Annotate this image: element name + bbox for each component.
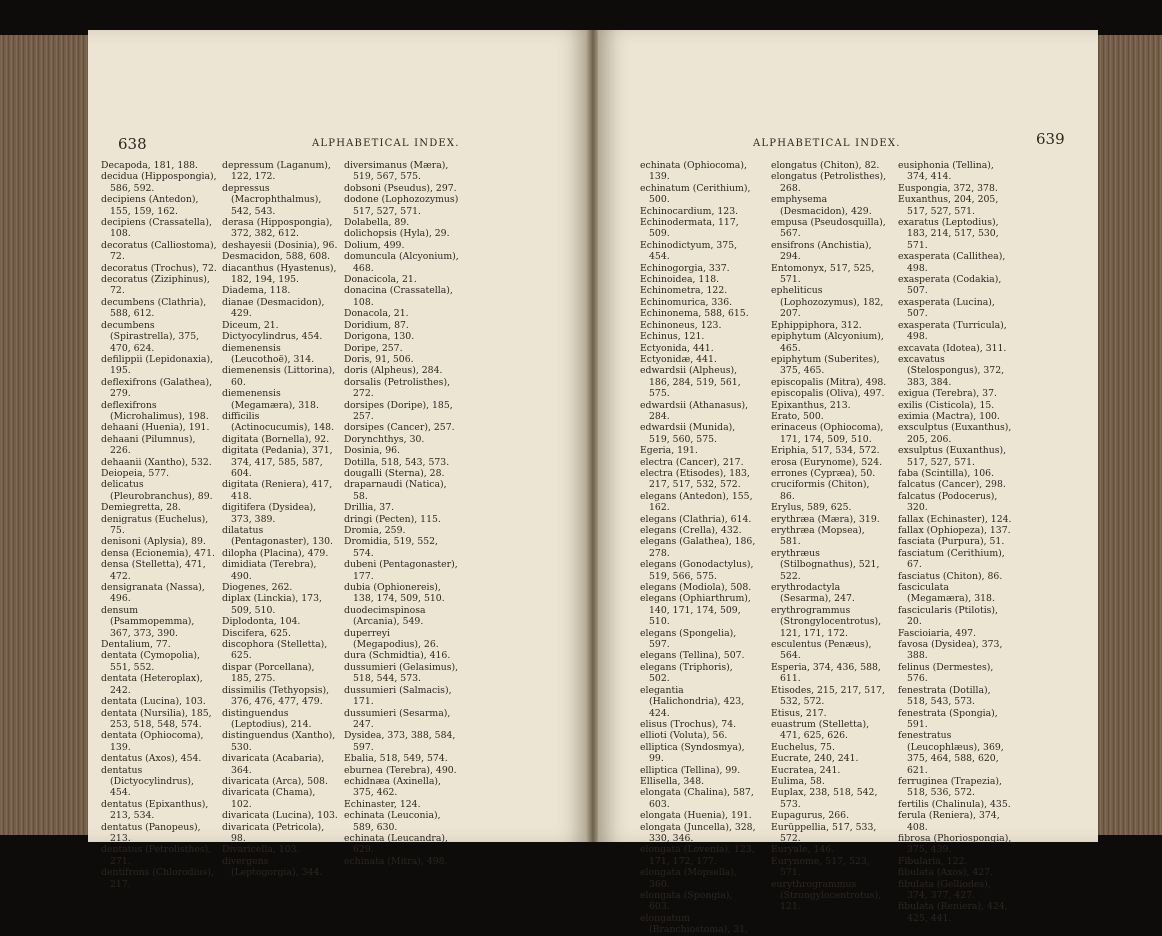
- index-entry: elegans (Ophiarthrum), 140, 171, 174, 509, 510.: [640, 593, 751, 628]
- left-index-column-1: [101, 160, 217, 890]
- index-entry: cruciformis (Chiton), 86.: [771, 479, 870, 502]
- index-entry: edwardsii (Munida), 519, 560, 575.: [640, 422, 736, 445]
- index-entry: Diceum, 21.: [222, 319, 279, 331]
- index-entry: elongata (Spongia), 603.: [640, 890, 733, 913]
- index-entry: Euryale, 146.: [771, 844, 835, 856]
- index-entry: divaricata (Acabaria), 364.: [222, 753, 325, 776]
- index-entry: Echinodermata, 117, 509.: [640, 217, 739, 240]
- index-entry: Euxanthus, 204, 205, 517, 527, 571.: [898, 194, 999, 217]
- index-entry: erythrogrammus (Strongylocentrotus), 121, 171, 172.: [771, 604, 882, 639]
- index-entry: erythræus (Stilbognathus), 521, 522.: [771, 547, 880, 582]
- index-entry: denisoni (Aplysia), 89.: [101, 536, 206, 548]
- index-entry: elongata (Huenia), 191.: [640, 810, 752, 822]
- index-entry: empusa (Pseudosquilla), 567.: [771, 217, 886, 240]
- index-entry: epiphytum (Alcyonium), 465.: [771, 331, 884, 354]
- index-entry: Donacola, 21.: [344, 308, 409, 320]
- index-entry: dispar (Porcellana), 185, 275.: [222, 661, 315, 685]
- index-entry: dorsipes (Doripe), 185, 257.: [344, 399, 453, 422]
- index-entry: Eurüppellia, 517, 533, 572.: [771, 821, 877, 844]
- index-entry: digitata (Bornella), 92.: [222, 433, 330, 445]
- index-entry: Donacicola, 21.: [344, 274, 417, 286]
- index-entry: dentata (Ophiocoma), 139.: [101, 730, 204, 753]
- index-entry: dubeni (Pentagonaster), 177.: [344, 559, 458, 582]
- index-entry: dentatus (Dictyocylindrus), 454.: [101, 764, 194, 799]
- index-entry: elegantia (Halichondria), 423, 424.: [640, 684, 745, 719]
- index-entry: eusiphonia (Tellina), 374, 414.: [898, 160, 994, 183]
- index-entry: Egeria, 191.: [640, 445, 698, 457]
- index-entry: echinata (Ophiocoma), 139.: [640, 160, 747, 183]
- index-entry: erythrodactyla (Sesarma), 247.: [771, 582, 855, 605]
- index-entry: exsculptus (Euxanthus), 205, 206.: [898, 422, 1012, 445]
- index-entry: fasciculata (Megamæra), 318.: [898, 582, 995, 605]
- index-entry: Ephippiphora, 312.: [771, 319, 862, 331]
- index-entry: depressum (Laganum), 122, 172.: [222, 160, 331, 183]
- index-entry: discophora (Stelletta), 625.: [222, 639, 328, 662]
- right-index-column-1: [640, 160, 756, 936]
- index-entry: eurythrogrammus (Strongylocentrotus), 121.: [771, 878, 882, 913]
- index-entry: decipiens (Crassatella), 108.: [101, 217, 212, 240]
- index-entry: digitata (Reniera), 417, 418.: [222, 479, 333, 502]
- index-entry: echinatum (Cerithium), 500.: [640, 182, 751, 206]
- index-entry: fallax (Echinaster), 124.: [898, 513, 1012, 525]
- index-entry: erythræa (Mæra), 319.: [771, 513, 880, 525]
- index-entry: edwardsii (Athanasus), 284.: [640, 399, 749, 422]
- index-entry: duodecimspinosa (Arcania), 549.: [344, 604, 426, 628]
- index-entry: dolichopsis (Hyla), 29.: [344, 228, 450, 240]
- index-entry: Esperia, 374, 436, 588, 611.: [771, 661, 881, 685]
- index-entry: edwardsii (Alpheus), 186, 284, 519, 561, 575.: [640, 365, 741, 400]
- index-entry: Fibularia, 122.: [898, 855, 968, 867]
- index-entry: dringi (Pecten), 115.: [344, 513, 441, 525]
- left-index-column-3: [344, 160, 460, 867]
- index-entry: fenestratus (Leucophlæus), 369, 375, 464, 588, 620, 621.: [898, 730, 1004, 776]
- index-entry: delicatus (Pleurobranchus), 89.: [101, 479, 213, 502]
- book-page-edges-left: [0, 35, 95, 835]
- index-entry: decumbens (Spirastrella), 375, 470, 624.: [101, 319, 200, 354]
- index-entry: exasperata (Turricula), 498.: [898, 319, 1007, 343]
- index-entry: dentatus (Epixanthus), 213, 534.: [101, 798, 209, 822]
- index-entry: dilatatus (Pentagonaster), 130.: [222, 525, 334, 548]
- index-entry: ferula (Reniera), 374, 408.: [898, 810, 1000, 833]
- index-entry: divaricata (Chama), 102.: [222, 787, 316, 810]
- index-entry: elegans (Crella), 432.: [640, 525, 742, 536]
- index-entry: eburnea (Terebra), 490.: [344, 764, 457, 776]
- index-entry: echinata (Leuconia), 589, 630.: [344, 810, 441, 833]
- index-entry: dodone (Lophozozymus) 517, 527, 571.: [344, 194, 459, 217]
- index-entry: Desmacidon, 588, 608.: [222, 251, 331, 263]
- index-entry: domuncula (Alcyonium), 468.: [344, 251, 459, 274]
- index-entry: fibrosa (Phoriospongia), 375, 439.: [898, 832, 1012, 856]
- index-entry: elegans (Spongelia), 597.: [640, 627, 737, 651]
- index-entry: Echinaster, 124.: [344, 798, 421, 810]
- index-entry: Eurynome, 517, 523, 571.: [771, 855, 870, 879]
- left-index-column-2: [222, 160, 338, 879]
- index-entry: elongata (Juncella), 328, 330, 346.: [640, 821, 756, 844]
- index-entry: deflexifrons (Galathea), 279.: [101, 376, 213, 400]
- index-entry: Echinocardium, 123.: [640, 205, 739, 217]
- index-entry: ensifrons (Anchistia), 294.: [771, 239, 872, 263]
- index-entry: Euspongia, 372, 378.: [898, 182, 998, 194]
- index-entry: dussumieri (Gelasimus), 518, 544, 573.: [344, 661, 459, 685]
- index-entry: dura (Schmidtia), 416.: [344, 650, 451, 662]
- index-entry: Dromia, 259.: [344, 525, 406, 536]
- index-entry: Doris, 91, 506.: [344, 353, 414, 365]
- index-entry: faba (Scintilla), 106.: [898, 467, 995, 479]
- index-entry: Echinodictyum, 375, 454.: [640, 239, 738, 263]
- index-entry: dilopha (Placina), 479.: [222, 547, 329, 559]
- index-entry: elliptica (Tellina), 99.: [640, 764, 741, 776]
- right-index-column-2: [771, 160, 887, 913]
- index-entry: elegans (Triphoris), 502.: [640, 661, 733, 685]
- index-entry: elliptica (Syndosmya), 99.: [640, 741, 745, 765]
- index-entry: Echinometra, 122.: [640, 285, 728, 297]
- index-entry: diplax (Linckia), 173, 509, 510.: [222, 593, 322, 616]
- index-entry: dehaani (Huenia), 191.: [101, 422, 210, 434]
- index-entry: exigua (Terebra), 37.: [898, 388, 997, 400]
- index-entry: derasa (Hippospongia), 372, 382, 612.: [222, 217, 333, 240]
- index-entry: elongatus (Chiton), 82.: [771, 160, 880, 171]
- index-entry: decipiens (Antedon), 155, 159, 162.: [101, 194, 199, 217]
- index-entry: deshayesii (Dosinia), 96.: [222, 239, 338, 251]
- index-entry: echinata (Leucandra), 629.: [344, 832, 448, 856]
- index-entry: digitata (Pedania), 371, 374, 417, 585, 587, 604.: [222, 445, 333, 479]
- index-entry: decoratus (Trochus), 72.: [101, 262, 217, 274]
- right-page-number: 639: [1036, 130, 1065, 148]
- index-entry: dougalli (Sterna), 28.: [344, 467, 445, 479]
- index-entry: elegans (Gonodactylus), 519, 566, 575.: [640, 559, 754, 582]
- index-entry: densa (Stelletta), 471, 472.: [101, 559, 206, 582]
- left-page-header: ALPHABETICAL INDEX.: [312, 138, 460, 149]
- index-entry: Diplodonta, 104.: [222, 616, 301, 628]
- index-entry: dentata (Heteroplax), 242.: [101, 673, 203, 696]
- index-entry: Erylus, 589, 625.: [771, 502, 852, 514]
- index-entry: excavata (Idotea), 311.: [898, 342, 1007, 354]
- index-entry: Echinonema, 588, 615.: [640, 308, 749, 320]
- index-entry: dobsoni (Pseudus), 297.: [344, 182, 457, 194]
- index-entry: Echinus, 121.: [640, 331, 705, 343]
- index-entry: echidnæa (Axinella), 375, 462.: [344, 775, 441, 799]
- index-entry: distinguendus (Xantho), 530.: [222, 730, 336, 753]
- index-entry: fascicularis (Ptilotis), 20.: [898, 604, 999, 628]
- index-entry: elegans (Galathea), 186, 278.: [640, 536, 756, 559]
- index-entry: fenestrata (Spongia), 591.: [898, 707, 998, 730]
- index-entry: dubia (Ophionereis), 138, 174, 509, 510.: [344, 582, 445, 605]
- index-entry: divaricata (Petricola), 98.: [222, 821, 325, 844]
- index-entry: emphysema (Desmacidon), 429.: [771, 194, 872, 217]
- index-entry: fallax (Ophiopeza), 137.: [898, 525, 1011, 536]
- right-page: [598, 30, 1098, 936]
- index-entry: Diogenes, 262.: [222, 582, 293, 594]
- index-entry: Ectyonidæ, 441.: [640, 353, 717, 365]
- index-entry: Fascioiaria, 497.: [898, 627, 976, 639]
- index-entry: electra (Cancer), 217.: [640, 456, 744, 468]
- left-page: [88, 30, 588, 890]
- index-entry: difficilis (Actinocucumis), 148.: [222, 410, 335, 434]
- index-entry: elongata (Lovenia), 123, 171, 172, 177.: [640, 844, 755, 867]
- index-entry: Doripe, 257.: [344, 342, 403, 354]
- index-entry: dussumieri (Salmacis), 171.: [344, 684, 452, 708]
- index-entry: exasperata (Codakia), 507.: [898, 274, 1002, 297]
- index-entry: digitifera (Dysidea), 373, 389.: [222, 502, 317, 525]
- index-entry: exaratus (Leptodius), 183, 214, 517, 530, 571.: [898, 217, 999, 251]
- index-entry: Decapoda, 181, 188.: [101, 160, 199, 171]
- index-entry: falcatus (Cancer), 298.: [898, 479, 1006, 491]
- index-entry: dentatus (Axos), 454.: [101, 753, 202, 765]
- index-entry: Etisodes, 215, 217, 517, 532, 572.: [771, 684, 886, 708]
- index-entry: defilippii (Lepidonaxia), 195.: [101, 353, 214, 377]
- index-entry: episcopalis (Oliva), 497.: [771, 388, 885, 400]
- index-entry: dimidiata (Terebra), 490.: [222, 559, 317, 582]
- index-entry: Eucrate, 240, 241.: [771, 753, 859, 765]
- index-entry: Dolabella, 89.: [344, 217, 410, 229]
- index-entry: elegans (Tellina), 507.: [640, 650, 745, 662]
- index-entry: exsulptus (Euxanthus), 517, 527, 571.: [898, 445, 1007, 468]
- index-entry: Echinoidea, 118.: [640, 274, 720, 286]
- index-entry: densum (Psammopemma), 367, 373, 390.: [101, 604, 195, 639]
- index-entry: Etisus, 217.: [771, 707, 827, 719]
- index-entry: fibulata (Reniera), 424, 425, 441.: [898, 901, 1008, 924]
- index-entry: diemenensis (Leucothoë), 314.: [222, 342, 315, 365]
- index-entry: Drillia, 37.: [344, 502, 395, 514]
- index-entry: fibulata (Axos), 427.: [898, 867, 994, 879]
- index-entry: Dorigona, 130.: [344, 331, 415, 343]
- index-entry: dentata (Lucina), 103.: [101, 696, 206, 708]
- index-entry: dehaanii (Xantho), 532.: [101, 456, 212, 468]
- index-entry: Eulima, 58.: [771, 775, 825, 787]
- index-entry: dissimilis (Tethyopsis), 376, 476, 477, 479.: [222, 684, 330, 708]
- index-entry: Echinomurica, 336.: [640, 296, 733, 308]
- index-entry: dentata (Nursilia), 185, 253, 518, 548, 574.: [101, 707, 212, 730]
- index-entry: distinguendus (Leptodius), 214.: [222, 707, 312, 730]
- index-entry: depressus (Macrophthalmus), 542, 543.: [222, 182, 322, 217]
- index-entry: dentata (Cymopolia), 551, 552.: [101, 650, 200, 673]
- index-entry: erosa (Eurynome), 524.: [771, 456, 883, 468]
- index-entry: diacanthus (Hyastenus), 182, 194, 195.: [222, 262, 337, 286]
- index-entry: Euchelus, 75.: [771, 741, 835, 753]
- index-entry: fasciata (Purpura), 51.: [898, 536, 1005, 548]
- index-entry: echinata (Mitra), 498.: [344, 855, 448, 867]
- index-entry: Eupagurus, 266.: [771, 810, 850, 822]
- index-entry: Epixanthus, 213.: [771, 399, 851, 411]
- right-page-header: ALPHABETICAL INDEX.: [753, 138, 901, 149]
- index-entry: excavatus (Stelospongus), 372, 383, 384.: [898, 353, 1005, 388]
- index-entry: ellioti (Voluta), 56.: [640, 730, 728, 742]
- index-entry: Deiopeia, 577.: [101, 467, 170, 479]
- index-entry: donacina (Crassatella), 108.: [344, 285, 453, 308]
- index-entry: Discifera, 625.: [222, 627, 291, 639]
- index-entry: dentatus (Petrolisthes), 271.: [101, 844, 212, 867]
- index-entry: elegans (Modiola), 508.: [640, 582, 752, 594]
- index-entry: exasperata (Callithea), 498.: [898, 251, 1006, 274]
- index-entry: Doridium, 87.: [344, 319, 409, 331]
- index-entry: Dolium, 499.: [344, 239, 405, 251]
- index-entry: fasciatus (Chiton), 86.: [898, 570, 1003, 582]
- index-entry: Dysidea, 373, 388, 584, 597.: [344, 730, 456, 753]
- index-entry: eximia (Mactra), 100.: [898, 410, 1000, 422]
- index-entry: epheliticus (Lophozozymus), 182, 207.: [771, 285, 884, 320]
- index-entry: diemenensis (Littorina), 60.: [222, 365, 336, 388]
- book-page-edges-right: [1087, 35, 1162, 835]
- index-entry: divergens (Leptogorgia), 344.: [222, 855, 323, 879]
- index-entry: doris (Alpheus), 284.: [344, 365, 443, 377]
- index-entry: divaricata (Arca), 508.: [222, 775, 328, 787]
- index-entry: elongatus (Petrolisthes), 268.: [771, 171, 887, 194]
- index-entry: Erato, 500.: [771, 410, 824, 422]
- index-entry: exasperata (Lucina), 507.: [898, 296, 995, 320]
- index-entry: Dromidia, 519, 552, 574.: [344, 536, 439, 559]
- index-entry: elisus (Trochus), 74.: [640, 718, 737, 730]
- index-entry: Echinoneus, 123.: [640, 319, 722, 331]
- index-entry: Ebalia, 518, 549, 574.: [344, 753, 448, 765]
- index-entry: decidua (Hippospongia), 586, 592.: [101, 171, 217, 194]
- index-entry: Eriphia, 517, 534, 572.: [771, 445, 880, 457]
- index-entry: densa (Ecionemia), 471.: [101, 547, 215, 559]
- index-entry: dorsipes (Cancer), 257.: [344, 422, 455, 434]
- index-entry: dussumieri (Sesarma), 247.: [344, 707, 451, 730]
- index-entry: fenestrata (Dotilla), 518, 543, 573.: [898, 684, 991, 708]
- index-entry: favosa (Dysidea), 373, 388.: [898, 639, 1003, 662]
- index-entry: decoratus (Ziziphinus), 72.: [101, 274, 210, 297]
- index-entry: errones (Cypræa), 50.: [771, 467, 876, 479]
- index-entry: falcatus (Podocerus), 320.: [898, 490, 998, 514]
- index-entry: deflexifrons (Microhalimus), 198.: [101, 399, 209, 422]
- index-entry: Echinogorgia, 337.: [640, 262, 730, 274]
- index-entry: Demiegretta, 28.: [101, 502, 181, 514]
- index-entry: electra (Etisodes), 183, 217, 517, 532, 572.: [640, 467, 750, 491]
- left-page-number: 638: [118, 135, 147, 153]
- index-entry: fasciatum (Cerithium), 67.: [898, 547, 1005, 571]
- index-entry: exilis (Cisticola), 15.: [898, 399, 995, 411]
- index-entry: decoratus (Calliostoma), 72.: [101, 239, 217, 263]
- index-entry: denigratus (Euchelus), 75.: [101, 513, 209, 536]
- index-entry: dorsalis (Petrolisthes), 272.: [344, 376, 451, 400]
- index-entry: Eucratea, 241.: [771, 764, 841, 776]
- index-entry: erythræa (Mopsea), 581.: [771, 525, 865, 548]
- index-entry: esculentus (Penæus), 564.: [771, 639, 872, 662]
- index-entry: ferruginea (Trapezia), 518, 536, 572.: [898, 775, 1002, 799]
- index-entry: fertilis (Chalinula), 435.: [898, 798, 1011, 810]
- index-entry: dentifrons (Chlorodius), 217.: [101, 867, 214, 890]
- index-entry: dianae (Desmacidon), 429.: [222, 296, 325, 320]
- index-entry: Dorynchthys, 30.: [344, 433, 425, 445]
- index-entry: elegans (Antedon), 155, 162.: [640, 490, 753, 514]
- index-entry: Dosinia, 96.: [344, 445, 400, 457]
- index-entry: draparnaudi (Natica), 58.: [344, 479, 447, 502]
- index-entry: elongata (Chalina), 587, 603.: [640, 787, 754, 810]
- index-entry: duperreyi (Megapodius), 26.: [344, 627, 439, 651]
- index-entry: epiphytum (Suberites), 375, 465.: [771, 353, 880, 377]
- index-entry: episcopalis (Mitra), 498.: [771, 376, 887, 388]
- index-entry: elegans (Clathria), 614.: [640, 513, 752, 525]
- index-entry: Diadema, 118.: [222, 285, 291, 297]
- right-index-column-3: [898, 160, 1014, 924]
- index-entry: Dotilla, 518, 543, 573.: [344, 456, 450, 468]
- index-entry: dehaani (Pilumnus), 226.: [101, 433, 196, 457]
- index-entry: decumbens (Clathria), 588, 612.: [101, 296, 207, 320]
- index-entry: Euplax, 238, 518, 542, 573.: [771, 787, 878, 810]
- index-entry: densigranata (Nassa), 496.: [101, 582, 205, 605]
- index-entry: dentatus (Panopeus), 213.: [101, 821, 201, 844]
- index-entry: diversimanus (Mæra), 519, 567, 575.: [344, 160, 449, 183]
- index-entry: Divaricella, 103.: [222, 844, 300, 856]
- index-entry: Dictyocylindrus, 454.: [222, 331, 323, 343]
- index-entry: divaricata (Lucina), 103.: [222, 810, 338, 822]
- index-entry: felinus (Dermestes), 576.: [898, 661, 994, 685]
- index-entry: euastrum (Stelletta), 471, 625, 626.: [771, 718, 870, 742]
- index-entry: elongatum (Branchiostoma), 31.: [640, 912, 748, 936]
- index-entry: Ectyonida, 441.: [640, 342, 714, 354]
- index-entry: fibulata (Gelliodes), 374, 377, 427.: [898, 878, 991, 901]
- index-entry: elongata (Mopsella), 360.: [640, 867, 737, 890]
- index-entry: erinaceus (Ophiocoma), 171, 174, 509, 510.: [771, 422, 884, 445]
- index-entry: Ellisella, 348.: [640, 775, 705, 787]
- index-entry: diemenensis (Megamæra), 318.: [222, 388, 319, 411]
- index-entry: Dentalium, 77.: [101, 639, 171, 651]
- index-entry: Entomonyx, 517, 525, 571.: [771, 262, 875, 286]
